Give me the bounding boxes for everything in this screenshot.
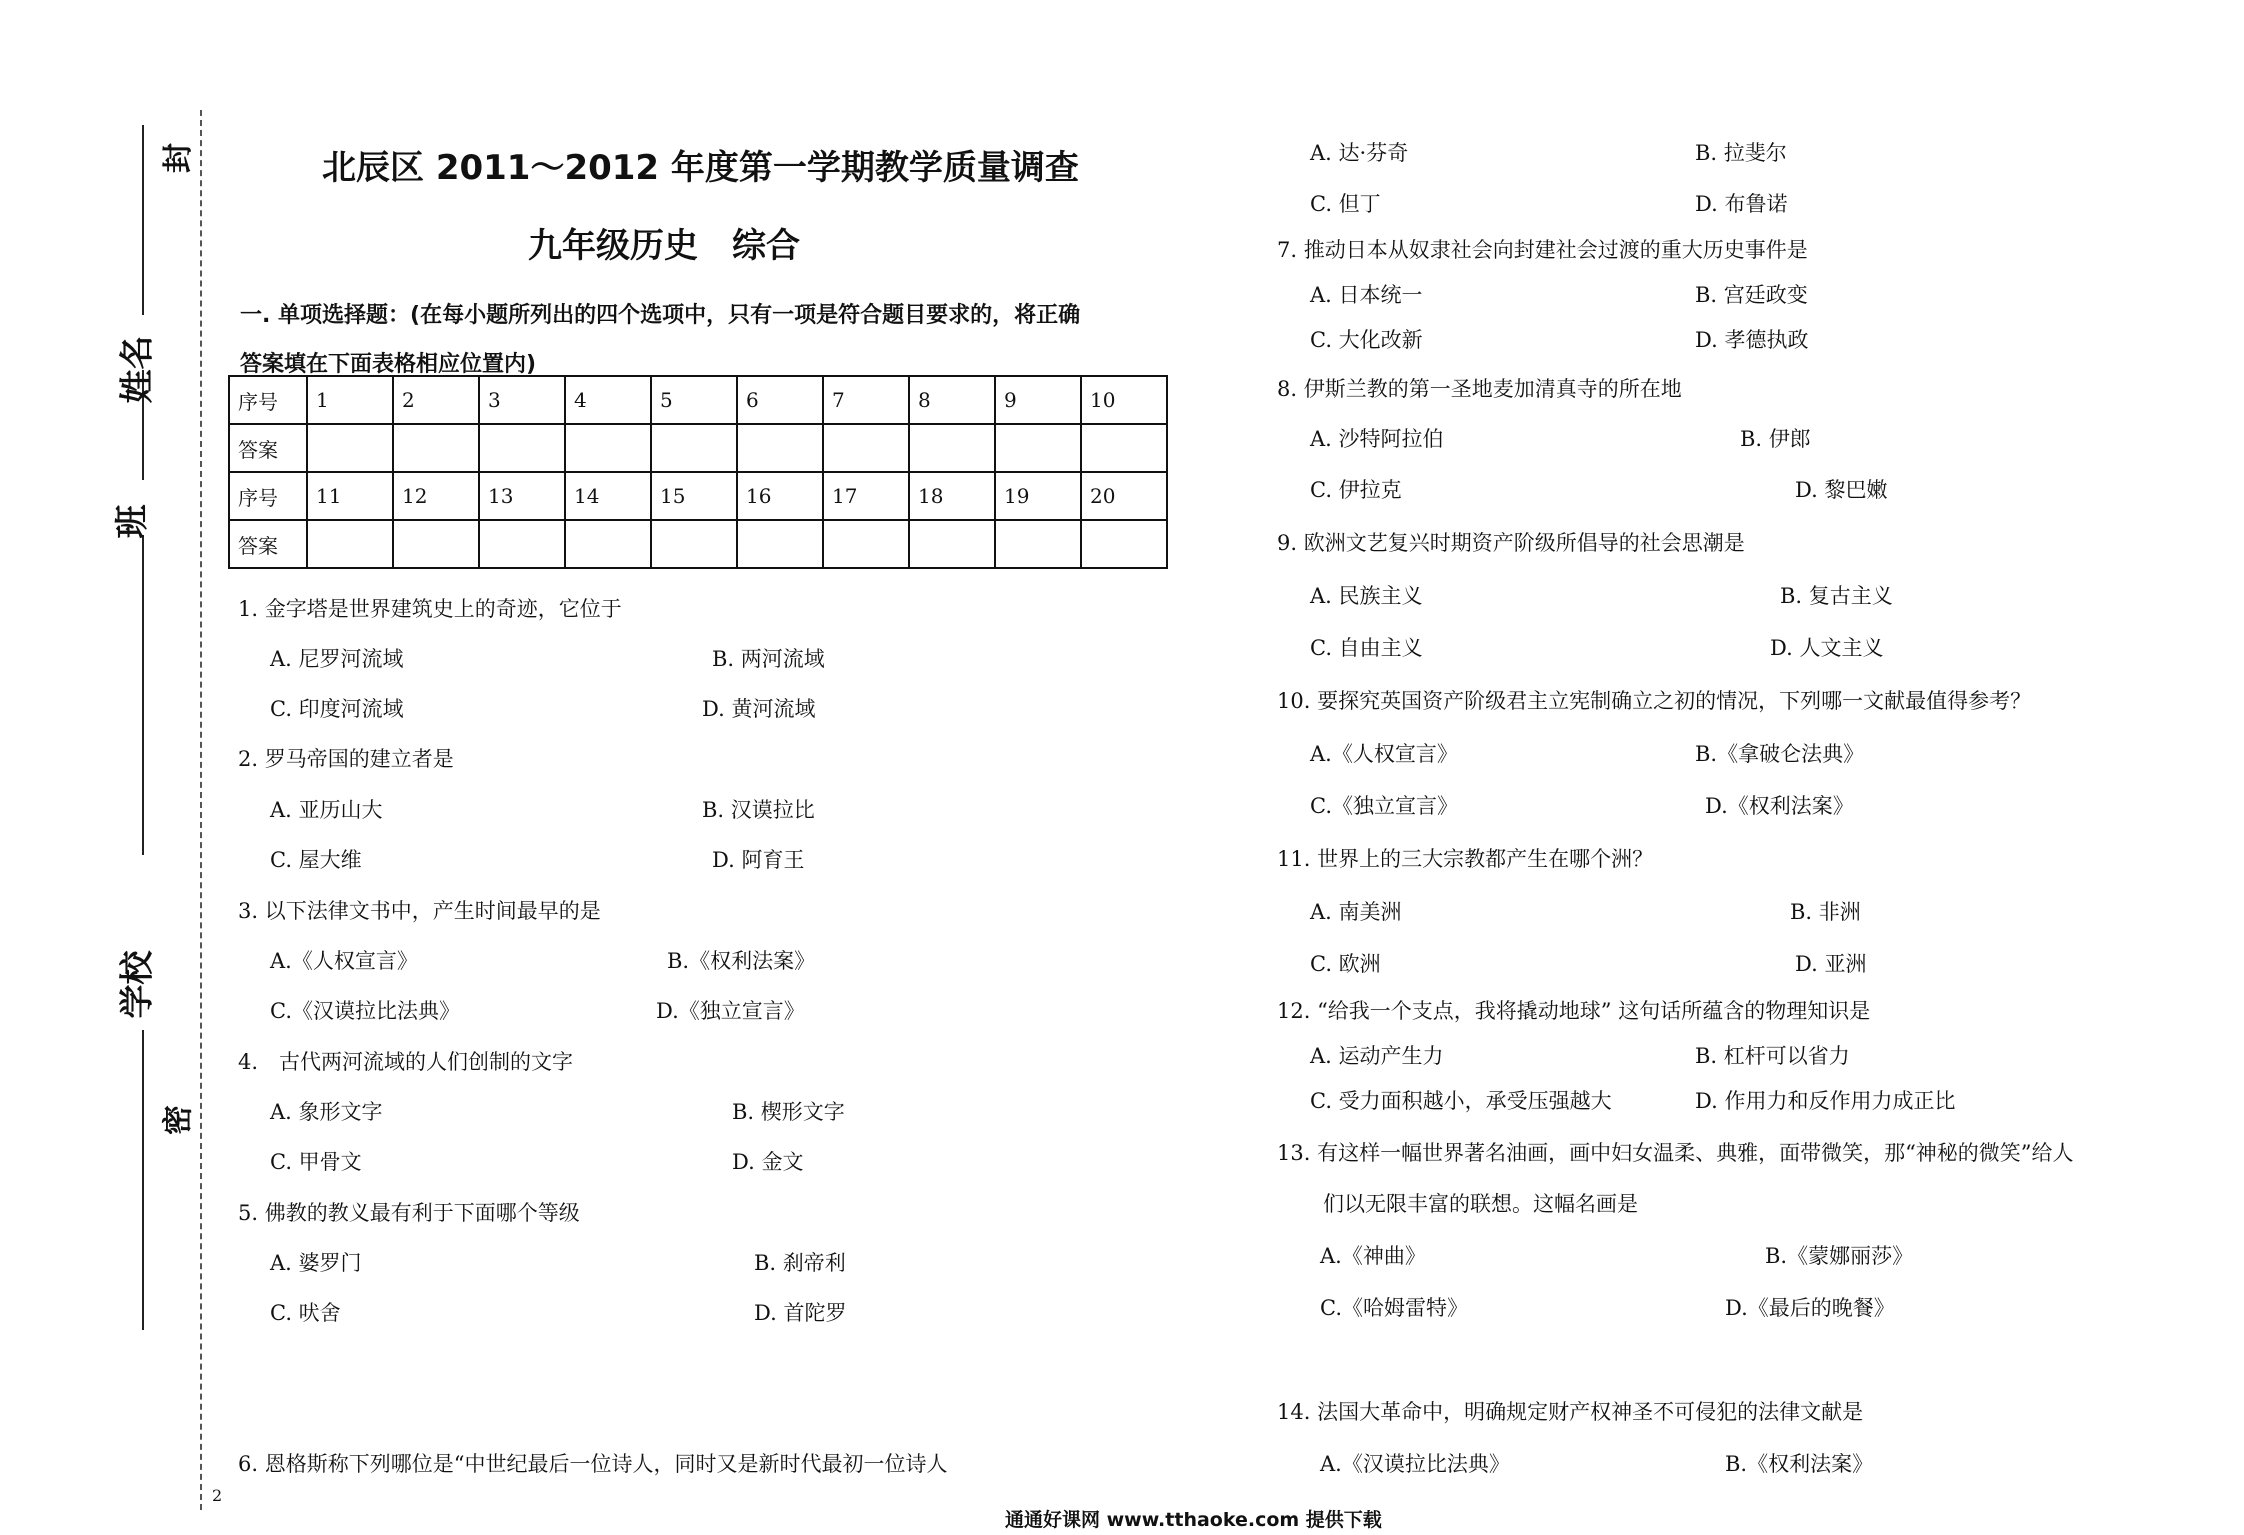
answer-cell[interactable] [651, 424, 737, 472]
answer-cell[interactable] [823, 424, 909, 472]
answer-cell[interactable] [909, 520, 995, 568]
question-11: 11. 世界上的三大宗教都产生在哪个洲？ [1277, 847, 1654, 871]
answer-cell[interactable] [307, 520, 393, 568]
binding-rule-school [142, 1030, 144, 1330]
question-9: 9. 欧洲文艺复兴时期资产阶级所倡导的社会思潮是 [1277, 531, 1745, 555]
question-4-option-a: A. 象形文字 [270, 1100, 383, 1124]
question-3-option-d: D.《独立宣言》 [656, 999, 805, 1023]
question-11-option-b: B. 非洲 [1790, 900, 1861, 924]
binding-dashed-line [200, 110, 202, 1510]
question-6: 6. 恩格斯称下列哪位是“中世纪最后一位诗人，同时又是新时代最初一位诗人 [238, 1452, 948, 1476]
binding-dot: 2 [212, 1486, 223, 1505]
question-12-option-b: B. 杠杆可以省力 [1695, 1044, 1850, 1068]
seq-cell: 9 [995, 376, 1081, 424]
answer-table [228, 375, 1168, 569]
question-2-option-c: C. 屋大维 [270, 848, 362, 872]
question-14: 14. 法国大革命中，明确规定财产权神圣不可侵犯的法律文献是 [1277, 1400, 1864, 1424]
question-6-option-c: C. 但丁 [1310, 192, 1381, 216]
seq-cell: 19 [995, 472, 1081, 520]
answer-cell[interactable] [393, 520, 479, 568]
section-instructions-line1: 一. 单项选择题：(在每小题所列出的四个选项中，只有一项是符合题目要求的，将正确 [240, 303, 1081, 328]
question-3-option-c: C.《汉谟拉比法典》 [270, 999, 460, 1023]
question-4-option-d: D. 金文 [732, 1150, 804, 1174]
binding-seal-bottom: 密 [161, 1105, 196, 1135]
question-13: 13. 有这样一幅世界著名油画，画中妇女温柔、典雅，面带微笑，那“神秘的微笑”给人 [1277, 1141, 2074, 1165]
question-7-option-b: B. 宫廷政变 [1695, 283, 1808, 307]
question-14-option-b: B.《权利法案》 [1725, 1452, 1874, 1476]
seq-cell: 8 [909, 376, 995, 424]
question-9-option-a: A. 民族主义 [1310, 584, 1423, 608]
answer-cell[interactable] [995, 520, 1081, 568]
question-10-option-b: B.《拿破仑法典》 [1695, 742, 1865, 766]
question-9-option-c: C. 自由主义 [1310, 636, 1423, 660]
question-8-option-d: D. 黎巴嫩 [1795, 478, 1888, 502]
seq-label: 序号 [229, 472, 307, 520]
question-12-option-a: A. 运动产生力 [1310, 1044, 1444, 1068]
ans-label: 答案 [229, 520, 307, 568]
question-5-option-b: B. 刹帝利 [754, 1251, 846, 1275]
seq-cell: 2 [393, 376, 479, 424]
question-10-option-c: C.《独立宣言》 [1310, 794, 1458, 818]
question-5-option-a: A. 婆罗门 [270, 1251, 362, 1275]
question-2: 2. 罗马帝国的建立者是 [238, 747, 454, 771]
question-9-option-d: D. 人文主义 [1770, 636, 1884, 660]
question-4-option-b: B. 楔形文字 [732, 1100, 845, 1124]
answer-cell[interactable] [565, 520, 651, 568]
seq-cell: 15 [651, 472, 737, 520]
question-1-option-c: C. 印度河流域 [270, 697, 404, 721]
question-2-option-a: A. 亚历山大 [270, 798, 383, 822]
answer-cell[interactable] [737, 520, 823, 568]
question-11-option-c: C. 欧洲 [1310, 952, 1381, 976]
table-row [229, 520, 1167, 568]
question-10-option-a: A.《人权宣言》 [1310, 742, 1458, 766]
seq-cell: 18 [909, 472, 995, 520]
table-row [229, 424, 1167, 472]
seq-label: 序号 [229, 376, 307, 424]
binding-name-label: 姓名 [117, 335, 158, 404]
seq-cell: 1 [307, 376, 393, 424]
section-instructions-line2: 答案填在下面表格相应位置内) [240, 352, 537, 377]
question-7-option-a: A. 日本统一 [1310, 283, 1423, 307]
answer-cell[interactable] [651, 520, 737, 568]
binding-school-label: 学校 [117, 950, 158, 1019]
table-row [229, 376, 1167, 424]
answer-cell[interactable] [307, 424, 393, 472]
question-13-continued: 们以无限丰富的联想。这幅名画是 [1323, 1192, 1638, 1216]
question-11-option-a: A. 南美洲 [1310, 900, 1402, 924]
page-title: 北辰区 2011～2012 年度第一学期教学质量调查 [322, 148, 1079, 188]
question-13-option-d: D.《最后的晚餐》 [1725, 1296, 1895, 1320]
answer-cell[interactable] [995, 424, 1081, 472]
question-6-option-d: D. 布鲁诺 [1695, 192, 1788, 216]
question-1-option-b: B. 两河流域 [712, 647, 825, 671]
question-8-option-b: B. 伊郎 [1740, 427, 1811, 451]
seq-cell: 17 [823, 472, 909, 520]
seq-cell: 7 [823, 376, 909, 424]
question-6-option-a: A. 达·芬奇 [1310, 141, 1409, 165]
question-4-option-c: C. 甲骨文 [270, 1150, 362, 1174]
seq-cell: 11 [307, 472, 393, 520]
seq-cell: 10 [1081, 376, 1167, 424]
question-1: 1. 金字塔是世界建筑史上的奇迹，它位于 [238, 597, 622, 621]
question-4: 4. 古代两河流域的人们创制的文字 [238, 1050, 574, 1074]
question-7-option-d: D. 孝德执政 [1695, 328, 1809, 352]
seq-cell: 5 [651, 376, 737, 424]
seq-cell: 6 [737, 376, 823, 424]
footer-credit: 通通好课网 www.tthaoke.com 提供下载 [1005, 1509, 1382, 1531]
question-6-option-b: B. 拉斐尔 [1695, 141, 1787, 165]
answer-cell[interactable] [1081, 424, 1167, 472]
question-1-option-a: A. 尼罗河流域 [270, 647, 404, 671]
question-2-option-b: B. 汉谟拉比 [702, 798, 815, 822]
seq-cell: 13 [479, 472, 565, 520]
answer-cell[interactable] [823, 520, 909, 568]
answer-cell[interactable] [479, 520, 565, 568]
seq-cell: 3 [479, 376, 565, 424]
question-3-option-a: A.《人权宣言》 [270, 949, 418, 973]
question-12-option-c: C. 受力面积越小，承受压强越大 [1310, 1089, 1612, 1113]
question-13-option-c: C.《哈姆雷特》 [1320, 1296, 1468, 1320]
question-12-option-d: D. 作用力和反作用力成正比 [1695, 1089, 1956, 1113]
table-row [229, 472, 1167, 520]
seq-cell: 14 [565, 472, 651, 520]
question-12: 12. “给我一个支点，我将撬动地球” 这句话所蕴含的物理知识是 [1277, 999, 1871, 1023]
ans-label: 答案 [229, 424, 307, 472]
question-3-option-b: B.《权利法案》 [667, 949, 816, 973]
question-10-option-d: D.《权利法案》 [1705, 794, 1854, 818]
answer-cell[interactable] [479, 424, 565, 472]
answer-cell[interactable] [909, 424, 995, 472]
question-10: 10. 要探究英国资产阶级君主立宪制确立之初的情况，下列哪一文献最值得参考？ [1277, 689, 2032, 713]
question-14-option-a: A.《汉谟拉比法典》 [1320, 1452, 1510, 1476]
question-9-option-b: B. 复古主义 [1780, 584, 1893, 608]
question-11-option-d: D. 亚洲 [1795, 952, 1867, 976]
question-1-option-d: D. 黄河流域 [702, 697, 816, 721]
question-7-option-c: C. 大化改新 [1310, 328, 1423, 352]
page-subtitle: 九年级历史 综合 [528, 226, 800, 266]
question-13-option-a: A.《神曲》 [1320, 1244, 1426, 1268]
seq-cell: 16 [737, 472, 823, 520]
answer-cell[interactable] [1081, 520, 1167, 568]
binding-class-label: 班 [112, 504, 153, 539]
question-3: 3. 以下法律文书中，产生时间最早的是 [238, 899, 601, 923]
question-8-option-c: C. 伊拉克 [1310, 478, 1402, 502]
question-7: 7. 推动日本从奴隶社会向封建社会过渡的重大历史事件是 [1277, 238, 1808, 262]
answer-cell[interactable] [393, 424, 479, 472]
question-8: 8. 伊斯兰教的第一圣地麦加清真寺的所在地 [1277, 377, 1682, 401]
answer-cell[interactable] [565, 424, 651, 472]
binding-seal-top: 封 [161, 143, 196, 173]
binding-rule-top [142, 125, 144, 315]
question-5: 5. 佛教的教义最有利于下面哪个等级 [238, 1201, 580, 1225]
seq-cell: 4 [565, 376, 651, 424]
seq-cell: 12 [393, 472, 479, 520]
question-13-option-b: B.《蒙娜丽莎》 [1765, 1244, 1914, 1268]
question-5-option-d: D. 首陀罗 [754, 1301, 847, 1325]
question-8-option-a: A. 沙特阿拉伯 [1310, 427, 1444, 451]
question-2-option-d: D. 阿育王 [712, 848, 805, 872]
question-5-option-c: C. 吠舍 [270, 1301, 341, 1325]
seq-cell: 20 [1081, 472, 1167, 520]
answer-cell[interactable] [737, 424, 823, 472]
binding-rule-class [142, 535, 144, 855]
